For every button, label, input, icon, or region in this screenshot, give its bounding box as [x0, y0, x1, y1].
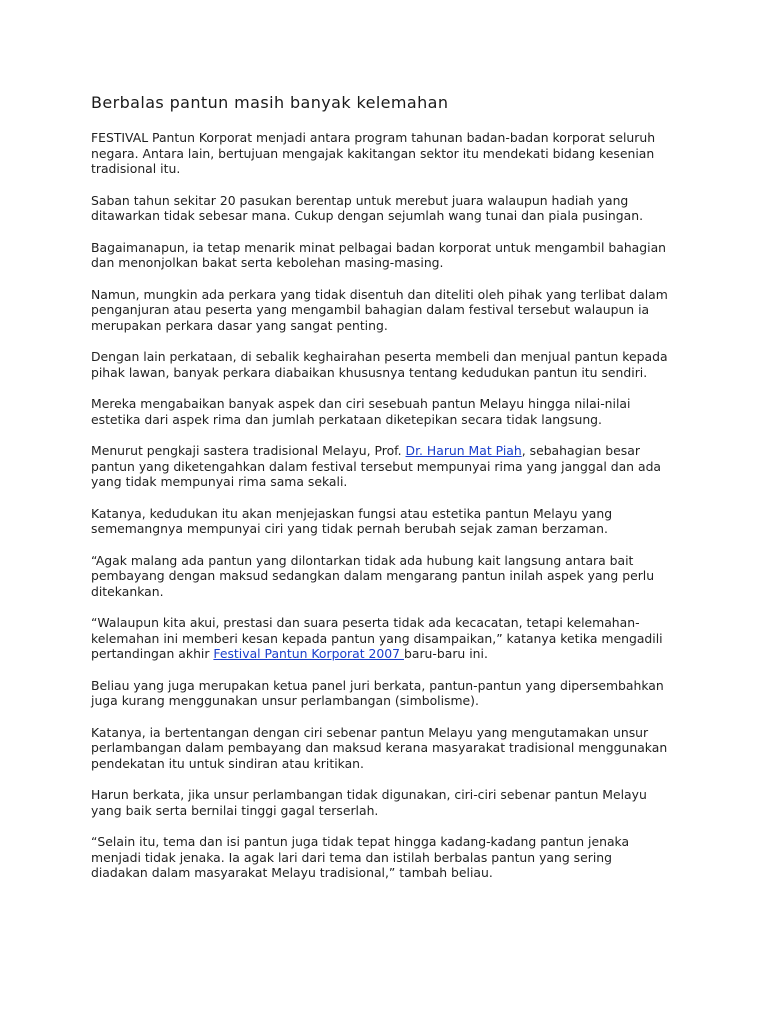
paragraph-6	[91, 396, 691, 427]
paragraph-line: Beliau yang juga merupakan ketua panel juri berkata, pantun-pantun yang dipersembahkan	[91, 677, 664, 693]
paragraph-3	[91, 240, 691, 271]
paragraph-line: Katanya, kedudukan itu akan menjejaskan fungsi atau estetika pantun Melayu yang	[91, 505, 613, 521]
paragraph-line: perlambangan dalam pembayang dan maksud kerana masyarakat tradisional menggunakan	[91, 740, 668, 755]
paragraph-line: kelemahan ini memberi kesan kepada pantun yang disampaikan,” katanya ketika mengadili	[91, 630, 663, 646]
text-run: pertandingan akhir	[91, 646, 214, 661]
paragraph-line: juga kurang menggunakan unsur perlambangan (simbolisme).	[91, 693, 479, 708]
paragraph-8	[91, 506, 691, 537]
paragraph-14	[91, 834, 691, 881]
paragraph-line: pembayang dengan maksud sedangkan dalam mengarang pantun inilah aspek yang perlu	[91, 568, 655, 583]
link-festival-pantun-korporat-2007[interactable]: Festival Pantun Korporat 2007	[213, 646, 404, 661]
paragraph-line: sememangnya mempunyai ciri yang tidak pernah berubah sejak zaman berzaman.	[91, 521, 608, 536]
paragraph-line: pantun yang diketengahkan dalam festival tersebut mempunyai rima yang janggal dan ada	[91, 458, 662, 474]
paragraph-line: “Walaupun kita akui, prestasi dan suara peserta tidak ada kecacatan, tetapi kelemahan-	[91, 615, 640, 630]
paragraph-11	[91, 678, 691, 709]
paragraph-line: Saban tahun sekitar 20 pasukan berentap untuk merebut juara walaupun hadiah yang	[91, 192, 629, 208]
paragraph-13	[91, 787, 691, 818]
paragraph-line: menjadi tidak jenaka. Ia agak lari dari tema dan istilah berbalas pantun yang sering	[91, 849, 612, 865]
paragraph-line: pihak lawan, banyak perkara diabaikan khususnya tentang kedudukan pantun itu sendiri.	[91, 364, 648, 380]
paragraph-line	[91, 443, 691, 459]
paragraph-line: ditekankan.	[91, 583, 164, 599]
paragraph-line: Namun, mungkin ada perkara yang tidak disentuh dan diteliti oleh pihak yang terlibat dalam	[91, 286, 668, 302]
paragraph-line: estetika dari aspek rima dan jumlah perkataan diketepikan secara tidak langsung.	[91, 411, 602, 427]
article-title: Berbalas pantun masih banyak kelemahan	[91, 93, 449, 112]
paragraph-line: merupakan perkara dasar yang sangat penting.	[91, 317, 388, 333]
paragraph-line: negara. Antara lain, bertujuan mengajak kakitangan sektor itu mendekati bidang kesenian	[91, 145, 655, 161]
paragraph-line: yang baik serta bernilai tinggi gagal terserlah.	[91, 802, 379, 818]
paragraph-line: FESTIVAL Pantun Korporat menjadi antara program tahunan badan-badan korporat seluruh	[91, 130, 656, 145]
paragraph-line: Dengan lain perkataan, di sebalik keghairahan peserta membeli dan menjual pantun kepada	[91, 349, 668, 364]
paragraph-line	[91, 646, 691, 662]
paragraph-4	[91, 287, 691, 334]
paragraph-line: ditawarkan tidak sebesar mana. Cukup dengan sejumlah wang tunai dan piala pusingan.	[91, 208, 644, 223]
text-run: Menurut pengkaji sastera tradisional Melayu, Prof.	[91, 443, 406, 458]
article	[91, 93, 691, 897]
paragraph-line: penganjuran atau peserta yang mengambil bahagian dalam festival tersebut walaupun ia	[91, 302, 650, 317]
paragraph-9	[91, 553, 691, 600]
paragraph-line: “Agak malang ada pantun yang dilontarkan tidak ada hubung kait langsung antara bait	[91, 552, 634, 568]
link-harun-mat-piah[interactable]: Dr. Harun Mat Piah	[405, 443, 522, 458]
paragraph-line: tradisional itu.	[91, 161, 181, 176]
paragraph-line: dan menonjolkan bakat serta kebolehan masing-masing.	[91, 255, 444, 270]
paragraph-line: Katanya, ia bertentangan dengan ciri sebenar pantun Melayu yang mengutamakan unsur	[91, 724, 649, 740]
paragraph-line: Bagaimanapun, ia tetap menarik minat pelbagai badan korporat untuk mengambil bahagian	[91, 239, 667, 255]
paragraph-5	[91, 349, 691, 380]
text-run: , sebahagian besar	[521, 443, 640, 458]
paragraph-7	[91, 443, 691, 490]
paragraph-line: diadakan dalam masyarakat Melayu tradisional,” tambah beliau.	[91, 865, 493, 880]
paragraph-10	[91, 615, 691, 662]
paragraph-line: “Selain itu, tema dan isi pantun juga tidak tepat hingga kadang-kadang pantun jenaka	[91, 834, 630, 849]
text-run: baru-baru ini.	[404, 646, 488, 661]
paragraph-line: Mereka mengabaikan banyak aspek dan ciri sesebuah pantun Melayu hingga nilai-nilai	[91, 396, 631, 411]
paragraph-12	[91, 725, 691, 772]
paragraph-1	[91, 130, 691, 177]
paragraph-2	[91, 193, 691, 224]
paragraph-line: pendekatan itu untuk sindiran atau kritikan.	[91, 755, 364, 771]
paragraph-line: Harun berkata, jika unsur perlambangan tidak digunakan, ciri-ciri sebenar pantun Melayu	[91, 787, 647, 802]
paragraph-line: yang tidak mempunyai rima sama sekali.	[91, 474, 348, 489]
